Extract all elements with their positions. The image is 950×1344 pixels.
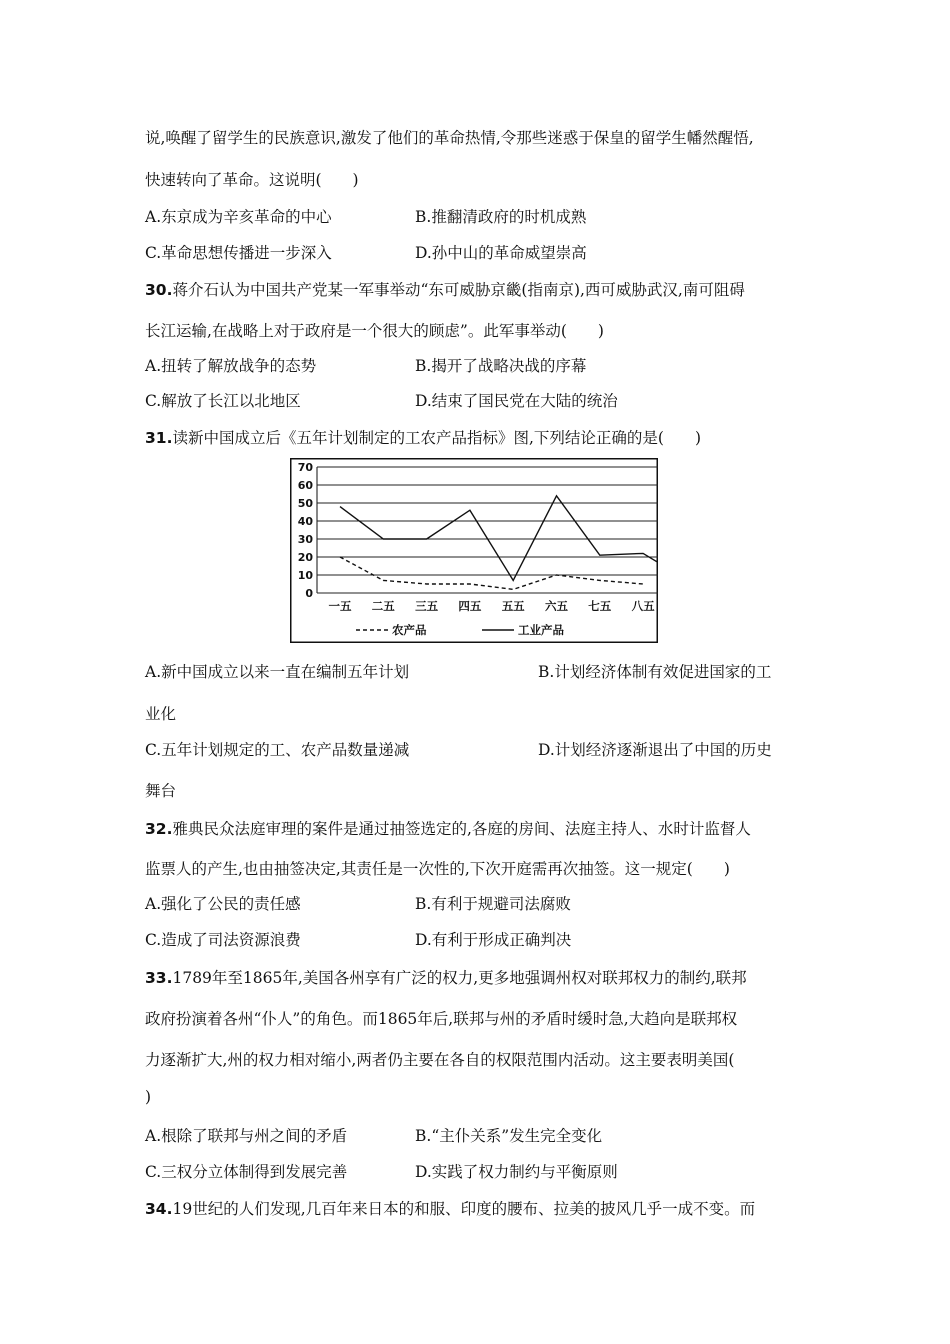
q33-option-b: B.“主仆关系”发生完全变化: [415, 1127, 603, 1145]
q31-option-b-wrap: 业化: [145, 705, 177, 723]
q33-line-1: [145, 966, 747, 988]
x-tick-label: 八五: [631, 599, 655, 613]
chart-svg: [290, 458, 658, 643]
q29-line-1: 说,唤醒了留学生的民族意识,激发了他们的革命热情,令那些迷惑于保皇的留学生幡然醒悟,: [145, 129, 754, 147]
q29-line-2: 快速转向了革命。这说明( ): [145, 171, 359, 189]
q33-text-1: 1789年至1865年,美国各州享有广泛的权力,更多地强调州权对联邦权力的制约,联邦: [172, 969, 747, 987]
x-tick-label: 七五: [588, 599, 612, 613]
q33-option-c: C.三权分立体制得到发展完善: [145, 1163, 348, 1181]
q30-option-a: A.扭转了解放战争的态势: [145, 357, 317, 375]
x-tick-label: 六五: [545, 599, 568, 613]
chart-y-ticks: [298, 461, 314, 600]
chart-frame: [291, 459, 658, 643]
q32-option-c: C.造成了司法资源浪费: [145, 931, 301, 949]
y-tick-label: 70: [297, 461, 313, 474]
q31-number: 31.: [145, 429, 173, 447]
q29-option-a: A.东京成为辛亥革命的中心: [145, 208, 332, 226]
series-line-1: [340, 496, 658, 581]
q33-number: 33.: [145, 969, 173, 987]
x-tick-label: 五五: [501, 599, 525, 613]
q29-option-c: C.革命思想传播进一步深入: [145, 244, 332, 262]
y-tick-label: 50: [297, 497, 313, 510]
y-tick-label: 30: [297, 533, 313, 546]
q30-line-2: 长江运输,在战略上对于政府是一个很大的顾虑”。此军事举动( ): [145, 322, 604, 340]
legend-label-1: 工业产品: [518, 623, 564, 637]
q31-text-1: 读新中国成立后《五年计划制定的工农产品指标》图,下列结论正确的是( ): [172, 429, 701, 447]
q30-line-1: [145, 278, 745, 300]
q32-number: 32.: [145, 820, 173, 838]
q31-option-a: A.新中国成立以来一直在编制五年计划: [145, 663, 410, 681]
q31-option-b: B.计划经济体制有效促进国家的工: [538, 663, 772, 681]
q30-option-c: C.解放了长江以北地区: [145, 392, 301, 410]
q31-option-c: C.五年计划规定的工、农产品数量递减: [145, 741, 410, 759]
q33-line-3: 力逐渐扩大,州的权力相对缩小,两者仍主要在各自的权限范围内活动。这主要表明美国(: [145, 1051, 735, 1069]
q31-option-d-wrap: 舞台: [145, 782, 177, 800]
q32-text-1: 雅典民众法庭审理的案件是通过抽签选定的,各庭的房间、法庭主持人、水时计监督人: [172, 820, 751, 838]
q33-line-4: ): [145, 1088, 152, 1106]
y-tick-label: 0: [305, 587, 313, 600]
q30-option-d: D.结束了国民党在大陆的统治: [415, 392, 618, 410]
q32-option-d: D.有利于形成正确判决: [415, 931, 572, 949]
q30-option-b: B.揭开了战略决战的序幕: [415, 357, 587, 375]
q33-line-2: 政府扮演着各州“仆人”的角色。而1865年后,联邦与州的矛盾时缓时急,大趋向是联邦权: [145, 1010, 738, 1028]
q31-line-1: [145, 426, 701, 448]
q33-option-d: D.实践了权力制约与平衡原则: [415, 1163, 618, 1181]
chart-grid: [317, 467, 658, 593]
q32-line-2: 监票人的产生,也由抽签决定,其责任是一次性的,下次开庭需再次抽签。这一规定( ): [145, 860, 730, 878]
five-year-plan-chart: [290, 458, 658, 643]
q33-option-a: A.根除了联邦与州之间的矛盾: [145, 1127, 348, 1145]
q32-line-1: [145, 817, 751, 839]
legend-label-0: 农产品: [392, 623, 427, 637]
q31-option-d: D.计划经济逐渐退出了中国的历史: [538, 741, 772, 759]
q34-line-1: [145, 1197, 755, 1219]
x-tick-label: 三五: [415, 599, 439, 613]
q29-option-b: B.推翻清政府的时机成熟: [415, 208, 587, 226]
q30-text-1: 蒋介石认为中国共产党某一军事举动“东可威胁京畿(指南京),西可威胁武汉,南可阻碍: [172, 281, 745, 299]
y-tick-label: 60: [297, 479, 313, 492]
chart-legend: [356, 623, 564, 637]
x-tick-label: 四五: [458, 599, 482, 613]
x-tick-label: 一五: [328, 599, 352, 613]
chart-x-ticks: [329, 599, 656, 613]
y-tick-label: 10: [297, 569, 313, 582]
series-line-0: [340, 557, 643, 589]
q29-option-d: D.孙中山的革命威望崇高: [415, 244, 587, 262]
q32-option-b: B.有利于规避司法腐败: [415, 895, 571, 913]
q34-text-1: 19世纪的人们发现,几百年来日本的和服、印度的腰布、拉美的披风几乎一成不变。而: [172, 1200, 756, 1218]
y-tick-label: 20: [297, 551, 313, 564]
q30-number: 30.: [145, 281, 173, 299]
q32-option-a: A.强化了公民的责任感: [145, 895, 301, 913]
x-tick-label: 二五: [371, 599, 395, 613]
q34-number: 34.: [145, 1200, 173, 1218]
y-tick-label: 40: [297, 515, 313, 528]
